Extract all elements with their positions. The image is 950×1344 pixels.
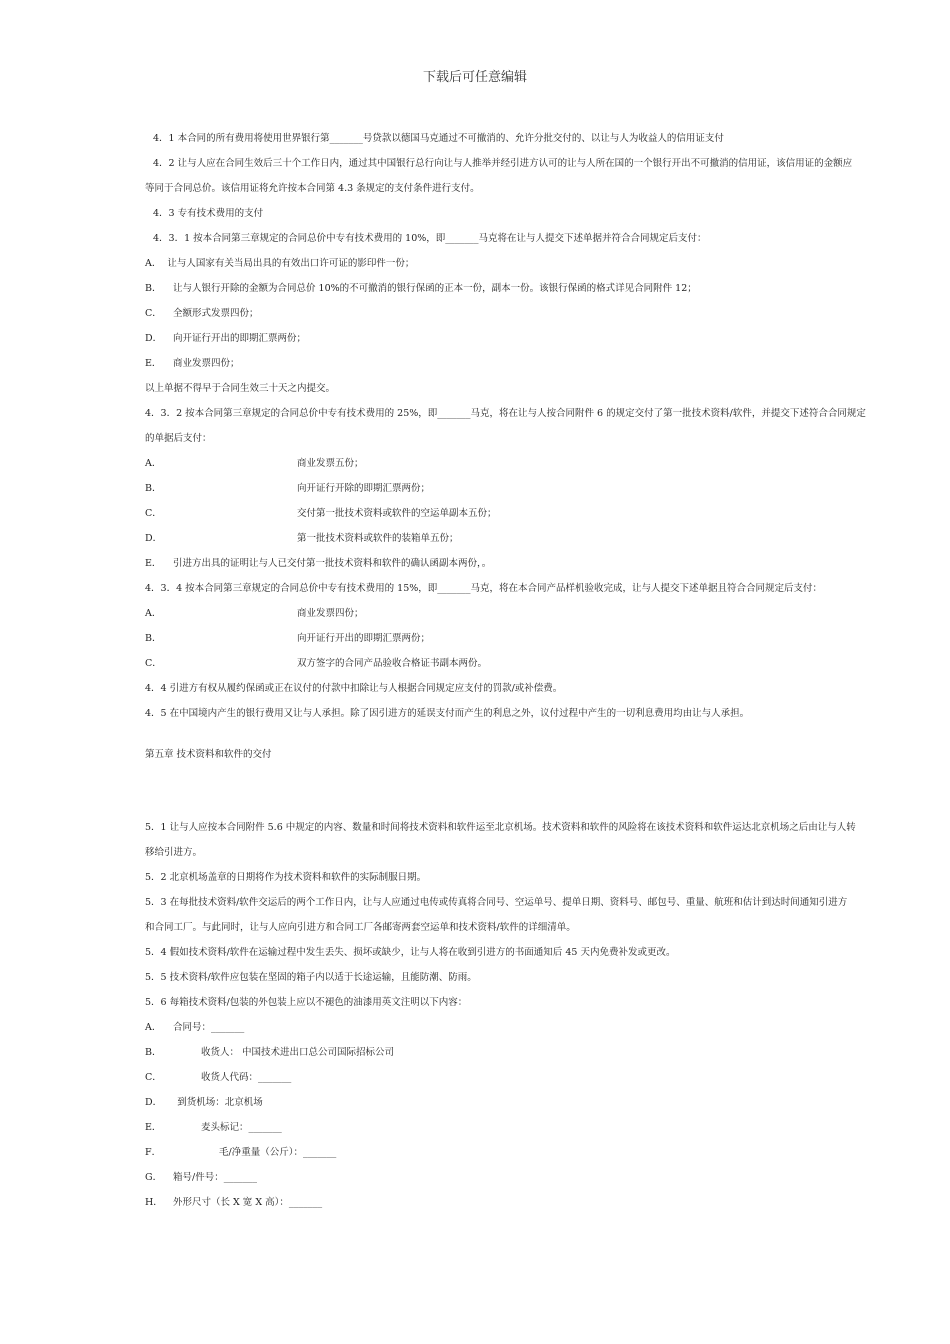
list-item: E． 引进方出具的证明让与人已交付第一批技术资料和软件的确认函副本两份，。	[145, 558, 492, 569]
clause-4-3-4: 4．3．4 按本合同第三章规定的合同总价中专有技术费用的 15%，即_______马克，将在本合同产品样机验收完成，让与人提交下述单据且符合合同规定后支付：	[145, 583, 823, 594]
clause-5-5: 5．5 技术资料/软件应包装在坚固的箱子内以适于长途运输，且能防潮、防雨。	[145, 972, 477, 983]
list-item: A． 让与人国家有关当局出具的有效出口许可证的影印件一份；	[145, 258, 415, 269]
clause-5-1: 5．1 让与人应按本合同附件 5.6 中规定的内容、数量和时间将技术资料和软件运至北京机场。技术资料和软件的风险将在该技术资料和软件运达北京机场之后由让与人转	[145, 822, 856, 833]
clause-5-1-cont: 移给引进方。	[145, 847, 203, 858]
clause-4-1: 4．1 本合同的所有费用将使用世界银行第_______号贷款以德国马克通过不可撤消的、允许分批交付的、以让与人为收益人的信用证支付	[153, 133, 724, 144]
list-item: C． 交付第一批技术资料或软件的空运单副本五份；	[145, 508, 497, 519]
list-item: B． 收货人： 中国技术进出口总公司国际招标公司	[145, 1047, 395, 1058]
clause-5-2: 5．2 北京机场盖章的日期将作为技术资料和软件的实际制服日期。	[145, 872, 427, 883]
chapter-title: 第五章 技术资料和软件的交付	[145, 749, 272, 760]
list-item: B． 向开证行开出的即期汇票两份；	[145, 633, 431, 644]
clause-5-4: 5．4 假如技术资料/软件在运输过程中发生丢失、损坏或缺少，让与人将在收到引进方的书面通知后 45 天内免费补发或更改。	[145, 947, 676, 958]
list-item: H． 外形尺寸（长 X 宽 X 高）：_______	[145, 1197, 323, 1208]
list-item: C． 全额形式发票四份；	[145, 308, 259, 319]
clause-5-3: 5．3 在每批技术资料/软件交运后的两个工作日内，让与人应通过电传或传真将合同号、空运单号、提单日期、资料号、邮包号、重量、航班和估计到达时间通知引进方	[145, 897, 848, 908]
list-item: B． 让与人银行开除的金额为合同总价 10%的不可撤消的银行保函的正本一份，副本一份。该银行保函的格式详见合同附件 12；	[145, 283, 697, 294]
clause-4-3: 4．3 专有技术费用的支付	[153, 208, 264, 219]
clause-4-2: 4．2 让与人应在合同生效后三十个工作日内，通过其中国银行总行向让与人推举并经引进方认可的让与人所在国的一个银行开出不可撤消的信用证，该信用证的金额应	[153, 158, 853, 169]
list-item: C． 收货人代码：_______	[145, 1072, 292, 1083]
clause-4-5: 4．5 在中国境内产生的银行费用又让与人承担。除了因引进方的延误支付而产生的利息之外，议付过程中产生的一切利息费用均由让与人承担。	[145, 708, 750, 719]
list-item: B． 向开证行开除的即期汇票两份；	[145, 483, 431, 494]
list-item: A． 商业发票四份；	[145, 608, 364, 619]
clause-4-4: 4．4 引进方有权从履约保函或正在议付的付款中扣除让与人根据合同规定应支付的罚款/或补偿费。	[145, 683, 563, 694]
list-item: C． 双方签字的合同产品验收合格证书副本两份。	[145, 658, 488, 669]
list-item: F． 毛/净重量（公斤）：_______	[145, 1147, 337, 1158]
note-paragraph: 以上单据不得早于合同生效三十天之内提交。	[145, 383, 336, 394]
list-item: E． 麦头标记：_______	[145, 1122, 282, 1133]
clause-4-3-1: 4．3．1 按本合同第三章规定的合同总价中专有技术费用的 10%，即_______马克将在让与人提交下述单据并符合合同规定后支付：	[153, 233, 707, 244]
list-item: A． 合同号：_______	[145, 1022, 245, 1033]
clause-5-3-cont: 和合同工厂。与此同时，让与人应向引进方和合同工厂各邮寄两套空运单和技术资料/软件的详细清单。	[145, 922, 576, 933]
list-item: D． 到货机场：北京机场	[145, 1097, 263, 1108]
clause-4-3-2-cont: 的单据后支付：	[145, 433, 212, 444]
list-item: G． 箱号/件号：_______	[145, 1172, 257, 1183]
list-item: D． 向开证行开出的即期汇票两份；	[145, 333, 307, 344]
clause-4-2-cont: 等同于合同总价。该信用证将允许按本合同第 4.3 条规定的支付条件进行支付。	[145, 183, 480, 194]
list-item: D． 第一批技术资料或软件的装箱单五份；	[145, 533, 459, 544]
page-header: 下载后可任意编辑	[422, 70, 527, 85]
document-body	[145, 126, 866, 1215]
clause-4-3-2: 4．3．2 按本合同第三章规定的合同总价中专有技术费用的 25%，即_______马克，将在让与人按合同附件 6 的规定交付了第一批技术资料/软件，并提交下述符合合同规定	[145, 408, 866, 419]
list-item: A． 商业发票五份；	[145, 458, 364, 469]
list-item: E． 商业发票四份；	[145, 358, 240, 369]
clause-5-6: 5．6 每箱技术资料/包装的外包装上应以不褪色的油漆用英文注明以下内容：	[145, 997, 468, 1008]
